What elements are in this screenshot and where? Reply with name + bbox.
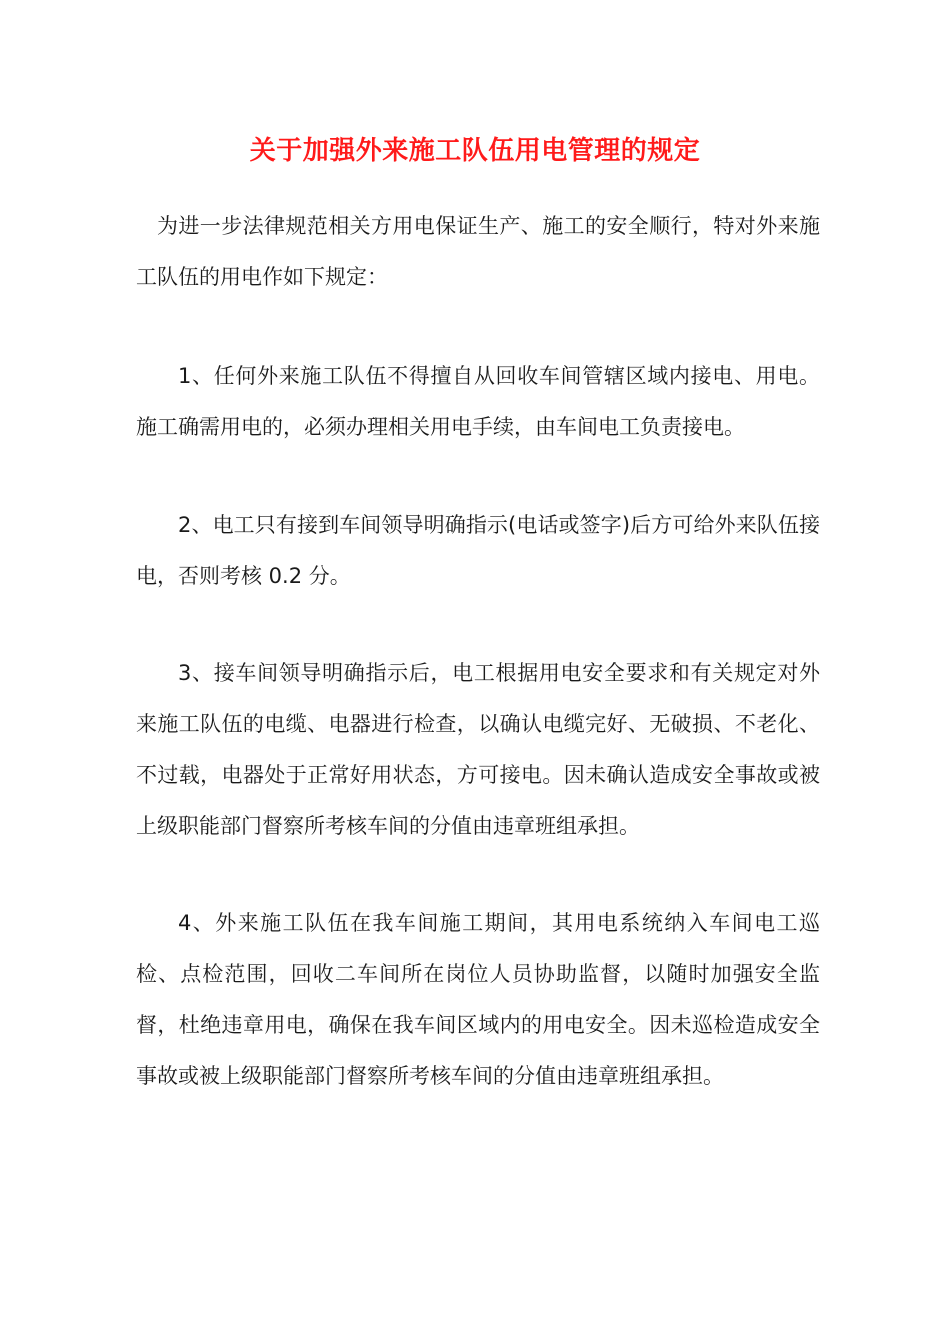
document-title: 关于加强外来施工队伍用电管理的规定 bbox=[249, 136, 701, 166]
intro-paragraph: 为进一步法律规范相关方用电保证生产、施工的安全顺行，特对外来施工队伍的用电作如下规定： bbox=[136, 214, 820, 289]
regulation-item-4: 4、外来施工队伍在我车间施工期间，其用电系统纳入车间电工巡检、点检范围，回收二车间所在岗位人员协助监督，以随时加强安全监督，杜绝违章用电，确保在我车间区域内的用电安全。因未巡检造成安全事故或被上级职能部门督察所考核车间的分值由违章班组承担。 bbox=[136, 911, 820, 1088]
regulation-item-3: 3、接车间领导明确指示后，电工根据用电安全要求和有关规定对外来施工队伍的电缆、电器进行检查，以确认电缆完好、无破损、不老化、不过载，电器处于正常好用状态，方可接电。因未确认造成安全事故或被上级职能部门督察所考核车间的分值由违章班组承担。 bbox=[136, 661, 820, 838]
regulation-item-2: 2、电工只有接到车间领导明确指示(电话或签字)后方可给外来队伍接电，否则考核 0.2 分。 bbox=[136, 513, 820, 588]
regulation-item-1: 1、任何外来施工队伍不得擅自从回收车间管辖区域内接电、用电。施工确需用电的，必须办理相关用电手续，由车间电工负责接电。 bbox=[136, 364, 820, 439]
